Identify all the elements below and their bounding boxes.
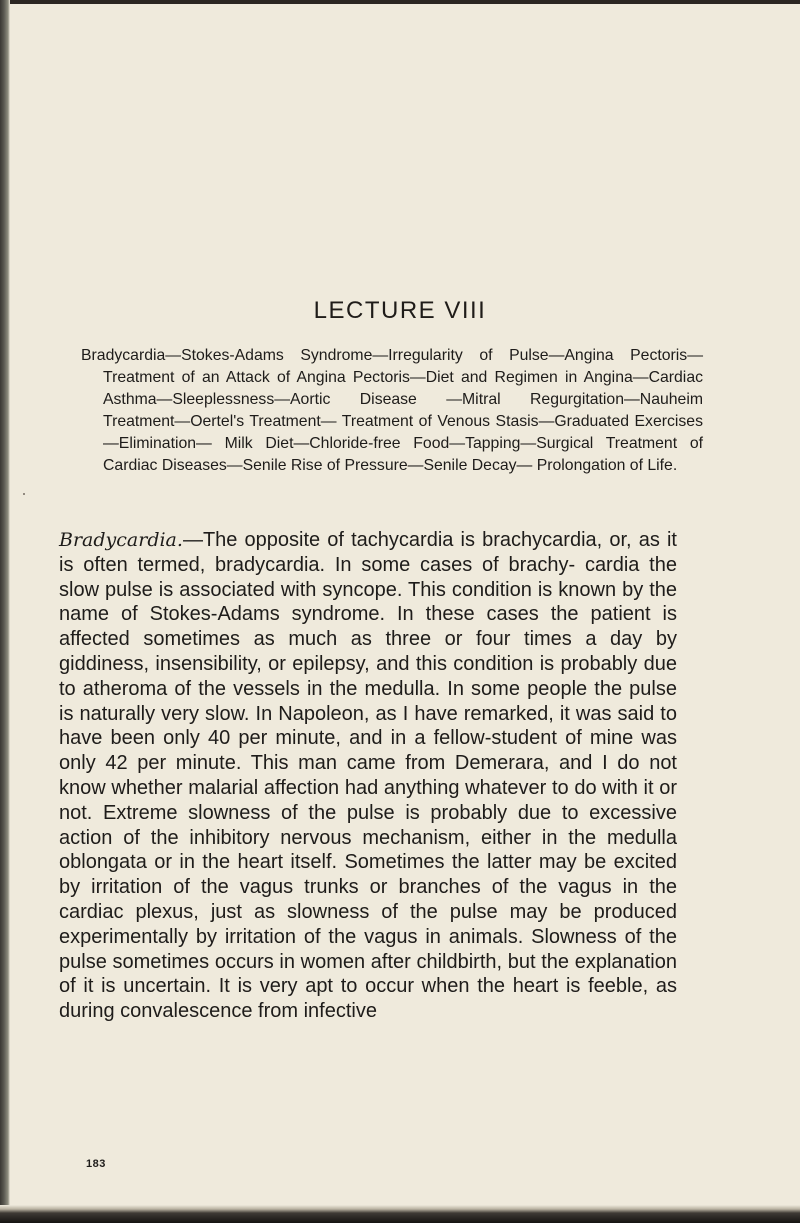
page-number: 183 [86,1158,106,1170]
lecture-title: LECTURE VIII [313,297,487,324]
page-top-edge [0,0,800,4]
lecture-summary: Bradycardia—Stokes-Adams Syndrome—Irregularity of Pulse—Angina Pectoris—Treatment of an Attack of Angina Pectoris—Diet and Regimen in Angina—Cardiac Asthma—Sleeplessness—Aortic Disease —Mitral Regurgitation—Nauheim Treatment—Oertel's Treatment— Treatment of Venous Stasis—Graduated Exercises—Elimination— Milk Diet—Chloride-free Food—Tapping—Surgical Treatment of Cardiac Diseases—Senile Rise of Pressure—Senile Decay— Prolongation of Life. [81,347,703,474]
paper-speck [23,493,25,495]
page-bottom-edge [0,1205,800,1223]
paragraph-text: —The opposite of tachycardia is brachycardia, or, as it is often termed, bradycardia. In some cases of brachy- cardia the slow pulse is associated with syncope. This condition is known by the name of Stokes-Adams syndrome. In these cases the patient is affected sometimes as much as three or four times a day by giddiness, insensibility, or epilepsy, and this condition is probably due to atheroma of the vessels in the medulla. In some people the pulse is naturally very slow. In Napoleon, as I have remarked, it was said to have been only 40 per minute, and in a fellow-student of mine was only 42 per minute. This man came from Demerara, and I do not know whether malarial affection had anything whatever to do with it or not. Extreme slowness of the pulse is probably due to excessive action of the inhibitory nervous mechanism, either in the medulla oblongata or in the heart itself. Sometimes the latter may be excited by irritation of the vagus trunks or branches of the vagus in the cardiac plexus, just as slowness of the pulse may be produced experimentally by irritation of the vagus in animals. Slowness of the pulse sometimes occurs in women after childbirth, but the explanation of it is uncertain. It is very apt to occur when the heart is feeble, as during convalescence from infective [59,529,677,1023]
page-binding-edge [0,0,10,1223]
body-paragraph [59,528,677,1024]
section-heading: Bradycardia. [59,529,183,551]
